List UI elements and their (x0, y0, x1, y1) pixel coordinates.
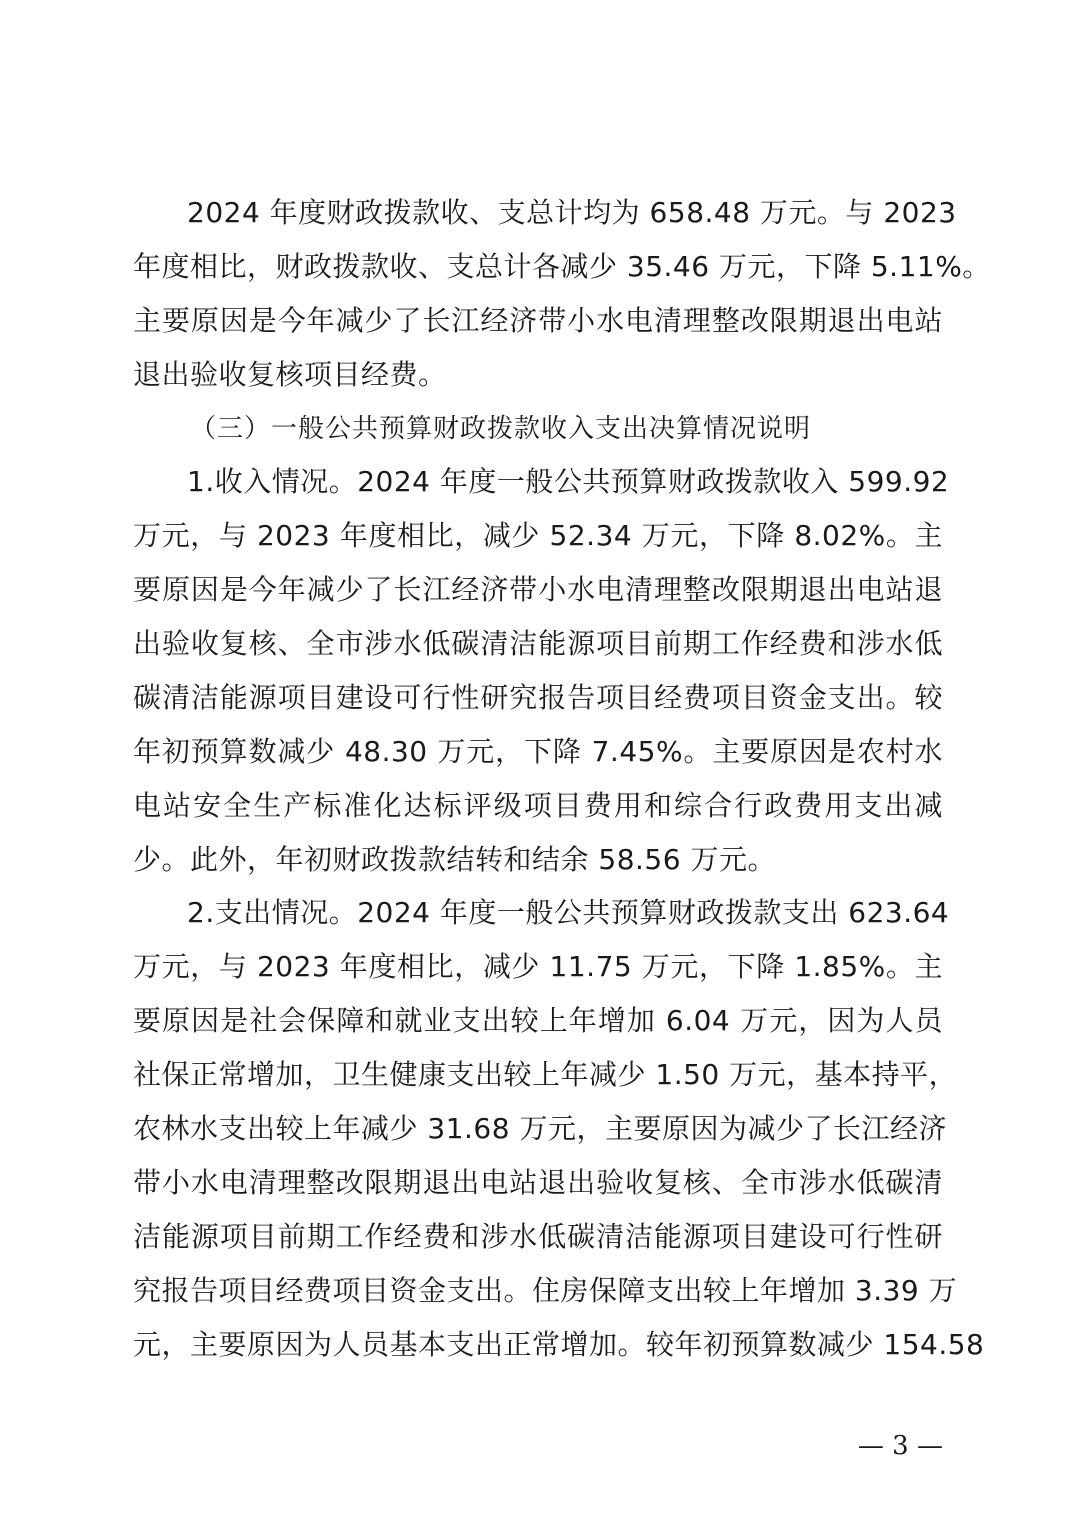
paragraph-line: 年度相比，财政拨款收、支总计各减少 35.46 万元，下降 5.11%。 (133, 250, 991, 283)
paragraph-line: 2.支出情况。2024 年度一般公共预算财政拨款支出 623.64 (187, 896, 950, 929)
paragraph-line: 万元，与 2023 年度相比，减少 52.34 万元，下降 8.02%。主 (133, 519, 943, 552)
section-heading: （三）一般公共预算财政拨款收入支出决算情况说明 (190, 414, 812, 444)
paragraph-line: 带小水电清理整改限期退出电站退出验收复核、全市涉水低碳清 (133, 1166, 943, 1199)
paragraph-line: 2024 年度财政拨款收、支总计均为 658.48 万元。与 2023 (187, 196, 957, 229)
page-number: — 3 — (857, 1431, 943, 1461)
paragraph-line: 碳清洁能源项目建设可行性研究报告项目经费项目资金支出。较 (133, 681, 943, 714)
paragraph-line: 农林水支出较上年减少 31.68 万元，主要原因为减少了长江经济 (133, 1112, 947, 1145)
paragraph-line: 主要原因是今年减少了长江经济带小水电清理整改限期退出电站 (133, 304, 943, 337)
paragraph-line: 出验收复核、全市涉水低碳清洁能源项目前期工作经费和涉水低 (133, 627, 943, 660)
paragraph-line: 要原因是今年减少了长江经济带小水电清理整改限期退出电站退 (133, 573, 943, 606)
paragraph-line: 元，主要原因为人员基本支出正常增加。较年初预算数减少 154.58 (133, 1328, 985, 1361)
paragraph-line: 洁能源项目前期工作经费和涉水低碳清洁能源项目建设可行性研 (133, 1220, 943, 1253)
paragraph-line: 少。此外，年初财政拨款结转和结余 58.56 万元。 (133, 843, 776, 876)
paragraph-line: 年初预算数减少 48.30 万元，下降 7.45%。主要原因是农村水 (133, 735, 943, 768)
paragraph-line: 究报告项目经费项目资金支出。住房保障支出较上年增加 3.39 万 (133, 1274, 958, 1307)
paragraph-line: 万元，与 2023 年度相比，减少 11.75 万元，下降 1.85%。主 (133, 950, 943, 983)
paragraph-line: 社保正常增加，卫生健康支出较上年减少 1.50 万元，基本持平， (133, 1058, 958, 1091)
paragraph-line: 退出验收复核项目经费。 (133, 358, 447, 391)
paragraph-line: 要原因是社会保障和就业支出较上年增加 6.04 万元，因为人员 (133, 1004, 943, 1037)
paragraph-line: 电站安全生产标准化达标评级项目费用和综合行政费用支出减 (133, 789, 943, 822)
paragraph-line: 1.收入情况。2024 年度一般公共预算财政拨款收入 599.92 (187, 465, 950, 498)
